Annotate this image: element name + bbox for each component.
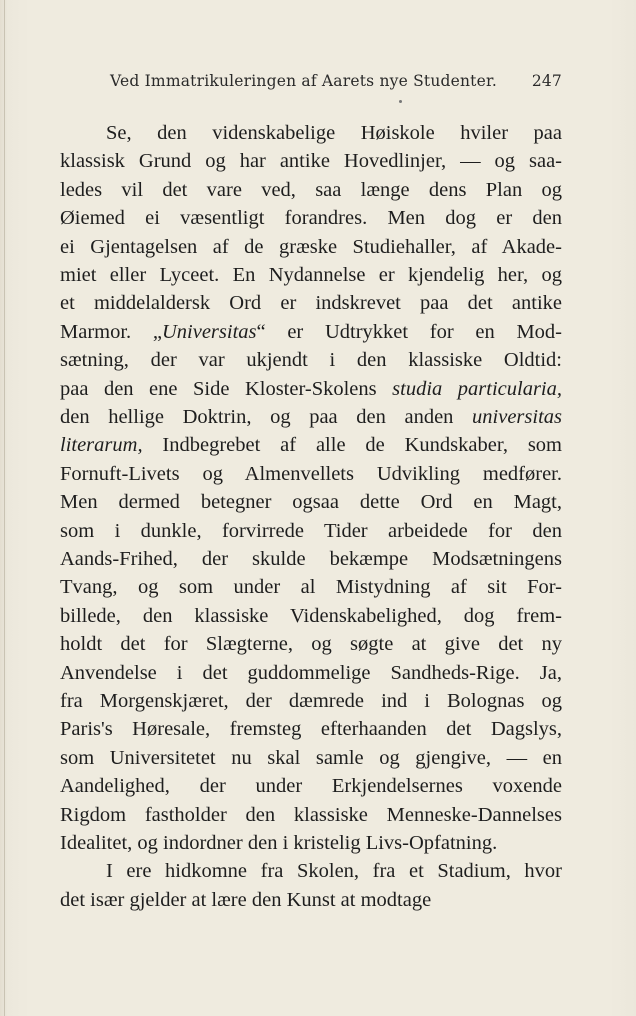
paragraph2-line — [60, 886, 562, 914]
italic-phrase: literarum, — [60, 434, 143, 457]
text-run: Tvang, og som under al Mistydning af sit For- — [60, 576, 562, 599]
text-run: Marmor. „ — [60, 320, 162, 343]
text-run: I ere hidkomne fra Skolen, fra et Stadium, hvor — [106, 860, 562, 883]
text-run: Rigdom fastholder den klassiske Menneske-Dannelses — [60, 803, 562, 826]
paragraph1-line — [60, 403, 562, 431]
paragraph1-line — [60, 602, 562, 630]
paragraph1-line — [60, 147, 562, 175]
paragraph1-line — [60, 687, 562, 715]
text-run: Men dermed betegner ogsaa dette Ord en Magt, — [60, 491, 562, 514]
text-run: Indbegrebet af alle de Kundskaber, som — [142, 434, 562, 457]
paragraph1-line — [60, 488, 562, 516]
italic-phrase: studia particularia, — [392, 377, 562, 400]
paragraph1-line — [60, 233, 562, 261]
text-run: holdt det for Slægterne, og søgte at give det ny — [60, 633, 562, 656]
paragraph1-line — [106, 119, 562, 147]
paragraph1-line — [60, 659, 562, 687]
text-run: det især gjelder at lære den Kunst at modtage — [60, 888, 432, 911]
text-run: den hellige Doktrin, og paa den anden — [60, 406, 473, 428]
text-run: Øiemed ei væsentligt forandres. Men dog er den — [60, 207, 562, 230]
paragraph2-line — [106, 857, 562, 885]
paragraph1-line — [60, 744, 562, 772]
paragraph1-line — [60, 630, 562, 658]
text-run: Paris's Høresale, fremsteg efterhaanden det Dagslys, — [60, 718, 562, 741]
paragraph1-line — [60, 829, 562, 857]
paragraph1-line — [60, 289, 562, 317]
paragraph1-line — [60, 318, 562, 346]
paragraph1-line — [60, 431, 562, 459]
italic-phrase: universitas — [472, 406, 562, 428]
text-run: som i dunkle, forvirrede Tider arbeidede for den — [60, 519, 562, 542]
paragraph1-line — [60, 772, 562, 800]
paragraph1-line — [60, 375, 562, 403]
text-run: som Universitetet nu skal samle og gjengive, — en — [60, 746, 562, 769]
text-run: klassisk Grund og har antike Hovedlinjer, — og saa- — [60, 150, 562, 173]
text-run: Idealitet, og indordner den i kristelig Livs-Opfatning. — [60, 832, 498, 854]
text-run: ledes vil det vare ved, saa længe dens Plan og — [60, 178, 562, 201]
paragraph1-line — [60, 545, 562, 573]
text-run: sætning, der var ukjendt i den klassiske Oldtid: — [60, 349, 562, 372]
text-run: Anvendelse i det guddommelige Sandheds-Rige. Ja, — [60, 661, 562, 684]
running-title: Ved Immatrikuleringen af Aarets nye Studenter. — [110, 72, 498, 90]
paragraph1-line — [60, 176, 562, 204]
paragraph1-line — [60, 801, 562, 829]
italic-phrase: Universitas — [161, 320, 257, 343]
text-run: Se, den videnskabelige Høiskole hviler paa — [106, 122, 562, 144]
text-run: fra Morgenskjæret, der dæmrede ind i Bolognas og — [60, 690, 562, 712]
text-run: “ er Udtrykket for en Mod- — [256, 320, 562, 343]
print-speck — [399, 100, 402, 103]
page-number: 247 — [531, 72, 562, 90]
paragraph1-line — [60, 517, 562, 545]
paragraph1-line — [60, 346, 562, 374]
text-run: et middelaldersk Ord er indskrevet paa det antike — [60, 292, 562, 315]
paragraph1-line — [60, 573, 562, 601]
text-run: miet eller Lyceet. En Nydannelse er kjendelig her, og — [60, 264, 562, 286]
text-run: Aandelighed, der under Erkjendelsernes voxende — [60, 775, 562, 798]
paragraph1-line — [60, 204, 562, 232]
text-run: Fornuft-Livets og Almenvellets Udvikling medfører. — [60, 462, 562, 485]
text-run: Aands-Frihed, der skulde bekæmpe Modsætningens — [60, 548, 562, 570]
page-edge — [4, 0, 5, 1016]
paragraph1-line — [60, 460, 562, 488]
paragraph1-line — [60, 715, 562, 743]
text-run: paa den ene Side Kloster-Skolens — [60, 377, 393, 400]
text-run: billede, den klassiske Videnskabelighed, dog frem- — [60, 604, 562, 627]
paragraph1-line — [60, 261, 562, 289]
text-run: ei Gjentagelsen af de græske Studiehaller, af Akade- — [60, 235, 562, 258]
